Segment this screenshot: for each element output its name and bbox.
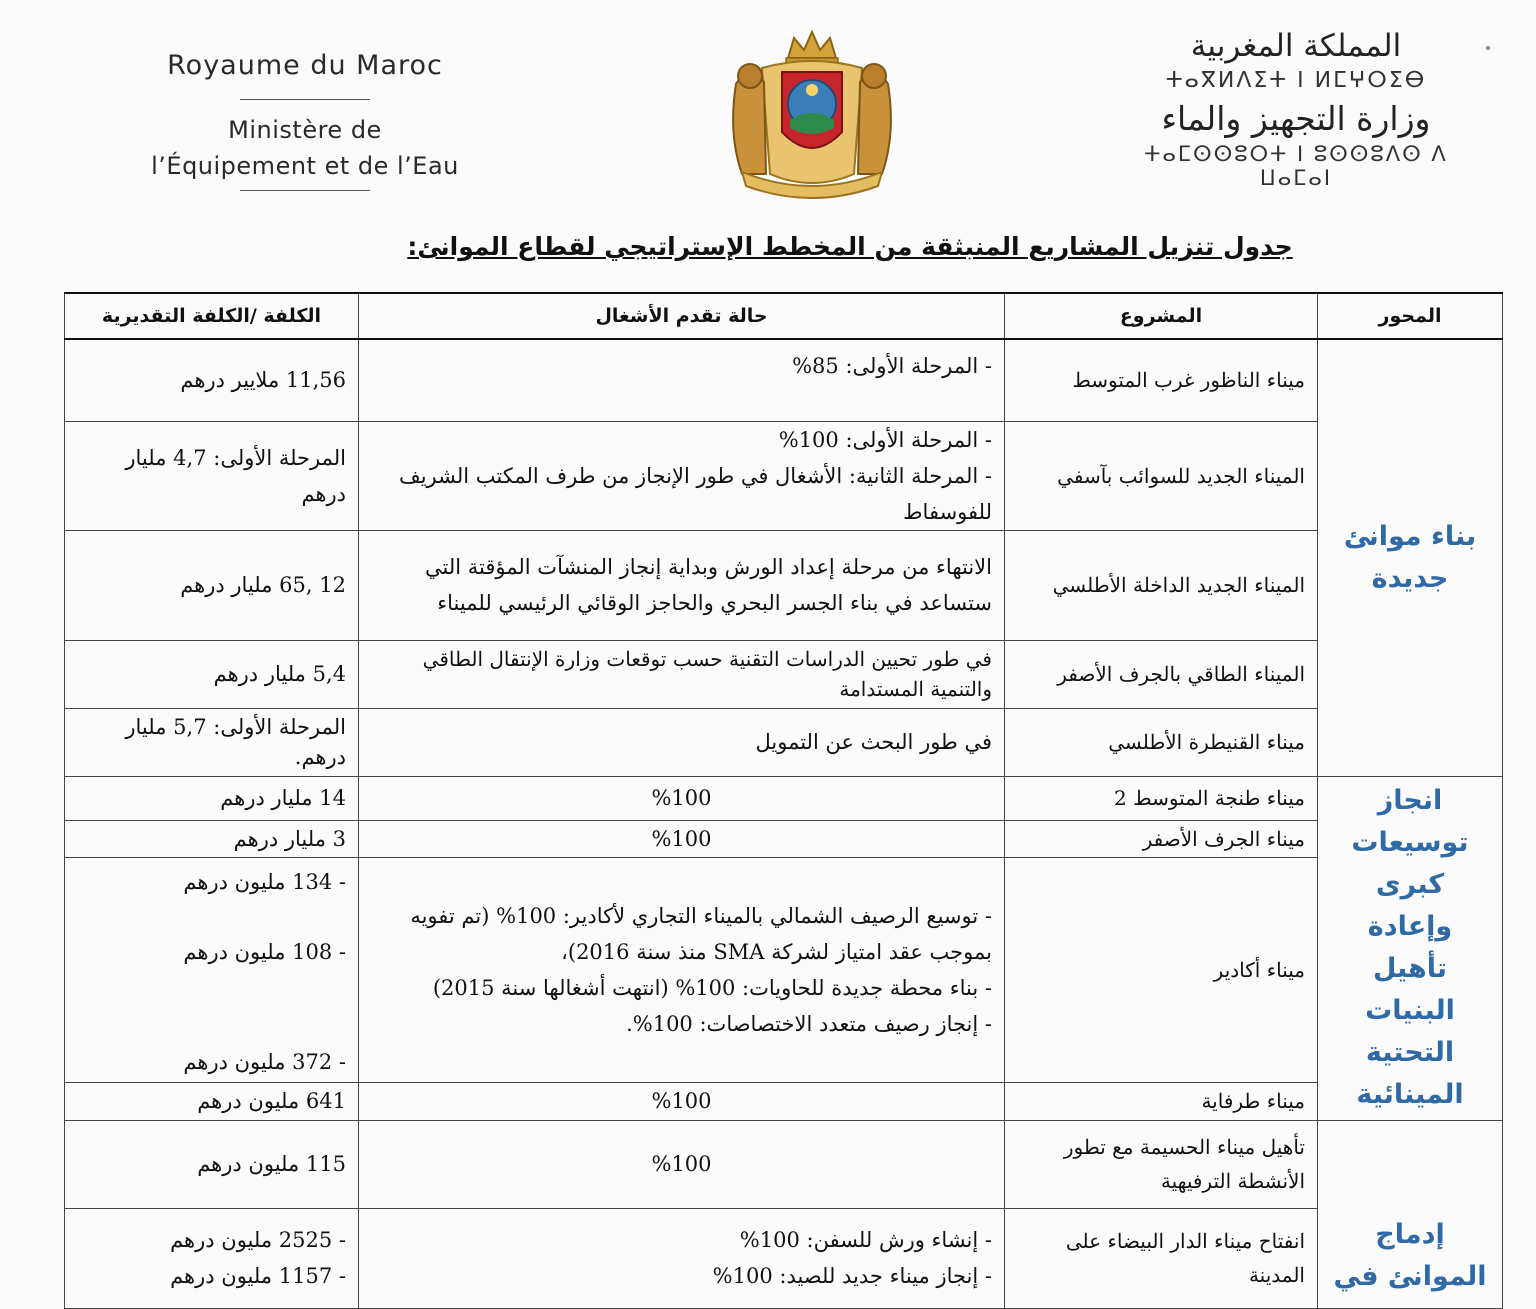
status-line: - المرحلة الثانية: الأشغال في طور الإنجاز من طرف المكتب الشريف للفوسفاط [398,463,992,524]
table-row [65,1120,1503,1208]
table-header-row [65,293,1503,339]
table-row [65,857,1503,1082]
projects-table [64,292,1503,1309]
status-line: - توسيع الرصيف الشمالي بالميناء التجاري لأكادير: 100% (تم تفويه بموجب عقد امتياز لشركة SMA منذ سنة 2016)، [410,903,992,964]
axis-new-ports: بناء موانئ جديدة [1318,339,1503,776]
header-cost: الكلفة /الكلفة التقديرية [65,293,359,339]
project-status: %100 [359,1120,1005,1208]
status-line: - بناء محطة جديدة للحاويات: 100% (انتهت أشغالها سنة 2015) [432,975,992,1000]
project-cost: 641 مليون درهم [65,1082,359,1120]
project-name: الميناء الجديد للسوائب بآسفي [1005,421,1318,530]
arabic-kingdom-name: المملكة المغربية [1190,28,1402,64]
table-row [65,1082,1503,1120]
project-cost: 5,4 مليار درهم [65,640,359,708]
document-title: جدول تنزيل المشاريع المنبثقة من المخطط الإستراتيجي لقطاع الموانئ: [407,232,1293,261]
tifinagh-ministry-name: ⵜⴰⵎⵙⵙⵓⵔⵜ ⵏ ⵓⵙⵙⵓⴷⵙ ⴷ ⵡⴰⵎⴰⵏ [1144,142,1448,190]
project-name: ميناء طرفاية [1005,1082,1318,1120]
project-name: ميناء الناظور غرب المتوسط [1005,339,1318,421]
french-kingdom-name: Royaume du Maroc [167,50,443,81]
arabic-ministry-name: وزارة التجهيز والماء [1161,99,1431,138]
header-project: المشروع [1005,293,1318,339]
arabic-header [1136,28,1456,190]
project-cost: 3 مليار درهم [65,820,359,857]
french-ministry-line-2: l’Équipement et de l’Eau [151,152,459,180]
project-cost [65,857,359,1082]
project-name: تأهيل ميناء الحسيمة مع تطور الأنشطة الترفيهية [1005,1120,1318,1208]
project-status [359,421,1005,530]
axis-extensions-rehabilitation: انجاز توسيعات كبرى وإعادة تأهيل البنيات التحتية المينائية [1318,776,1503,1120]
table-row [65,708,1503,776]
status-line: - المرحلة الأولى: 85% [792,354,992,378]
project-name: الميناء الجديد الداخلة الأطلسي [1005,530,1318,640]
project-cost: 14 مليار درهم [65,776,359,820]
project-status: %100 [359,776,1005,820]
french-ministry-line-1: Ministère de [228,116,382,144]
project-cost: المرحلة الأولى: 5,7 مليار درهم. [65,708,359,776]
table-row [65,530,1503,640]
project-status: %100 [359,1082,1005,1120]
status-line: - إنجاز رصيف متعدد الاختصاصات: 100%. [626,1011,992,1036]
table-row [65,421,1503,530]
cost-line: - 2525 مليون درهم [170,1228,346,1252]
cost-line: - 108 مليون درهم [183,939,346,964]
project-name: ميناء أكادير [1005,857,1318,1082]
project-cost: 12 ,65 مليار درهم [65,530,359,640]
project-status [359,857,1005,1082]
project-status: في طور البحث عن التمويل [359,708,1005,776]
project-cost [65,1208,359,1308]
cost-line: - 134 مليون درهم [183,869,346,894]
project-cost: المرحلة الأولى: 4,7 مليار درهم [65,421,359,530]
french-header-divider-bottom [240,190,370,191]
project-cost: 115 مليون درهم [65,1120,359,1208]
table-row [65,339,1503,421]
project-name: ميناء طنجة المتوسط 2 [1005,776,1318,820]
scan-dot [1486,46,1490,50]
french-header [130,50,480,191]
axis-port-integration: إدماج الموانئ في [1318,1120,1503,1308]
header-axis: المحور [1318,293,1503,339]
project-status: في طور تحيين الدراسات التقنية حسب توقعات وزارة الإنتقال الطاقي والتنمية المستدامة [359,640,1005,708]
project-name: الميناء الطاقي بالجرف الأصفر [1005,640,1318,708]
status-line: - إنشاء ورش للسفن: 100% [739,1228,992,1252]
status-line: - إنجاز ميناء جديد للصيد: 100% [712,1264,992,1288]
table-row [65,776,1503,820]
table-row [65,1208,1503,1308]
project-status [359,1208,1005,1308]
tifinagh-kingdom-name: ⵜⴰⴳⵍⴷⵉⵜ ⵏ ⵍⵎⵖⵔⵉⴱ [1165,68,1427,93]
project-status [359,339,1005,421]
french-header-divider [240,99,370,100]
status-line: - المرحلة الأولى: 100% [778,427,992,452]
project-status: الانتهاء من مرحلة إعداد الورش وبداية إنجاز المنشآت المؤقتة التي ستساعد في بناء الجسر البحري والحاجز الوقائي الرئيسي للميناء [359,530,1005,640]
table-row [65,820,1503,857]
moroccan-coat-of-arms-icon [722,24,902,199]
project-name: ميناء الجرف الأصفر [1005,820,1318,857]
table-row [65,640,1503,708]
project-name: ميناء القنيطرة الأطلسي [1005,708,1318,776]
project-status: %100 [359,820,1005,857]
header-status: حالة تقدم الأشغال [359,293,1005,339]
project-name: انفتاح ميناء الدار البيضاء على المدينة [1005,1208,1318,1308]
cost-line: - 1157 مليون درهم [170,1264,346,1288]
project-cost: 11,56 ملايير درهم [65,339,359,421]
cost-line: - 372 مليون درهم [183,1049,346,1074]
